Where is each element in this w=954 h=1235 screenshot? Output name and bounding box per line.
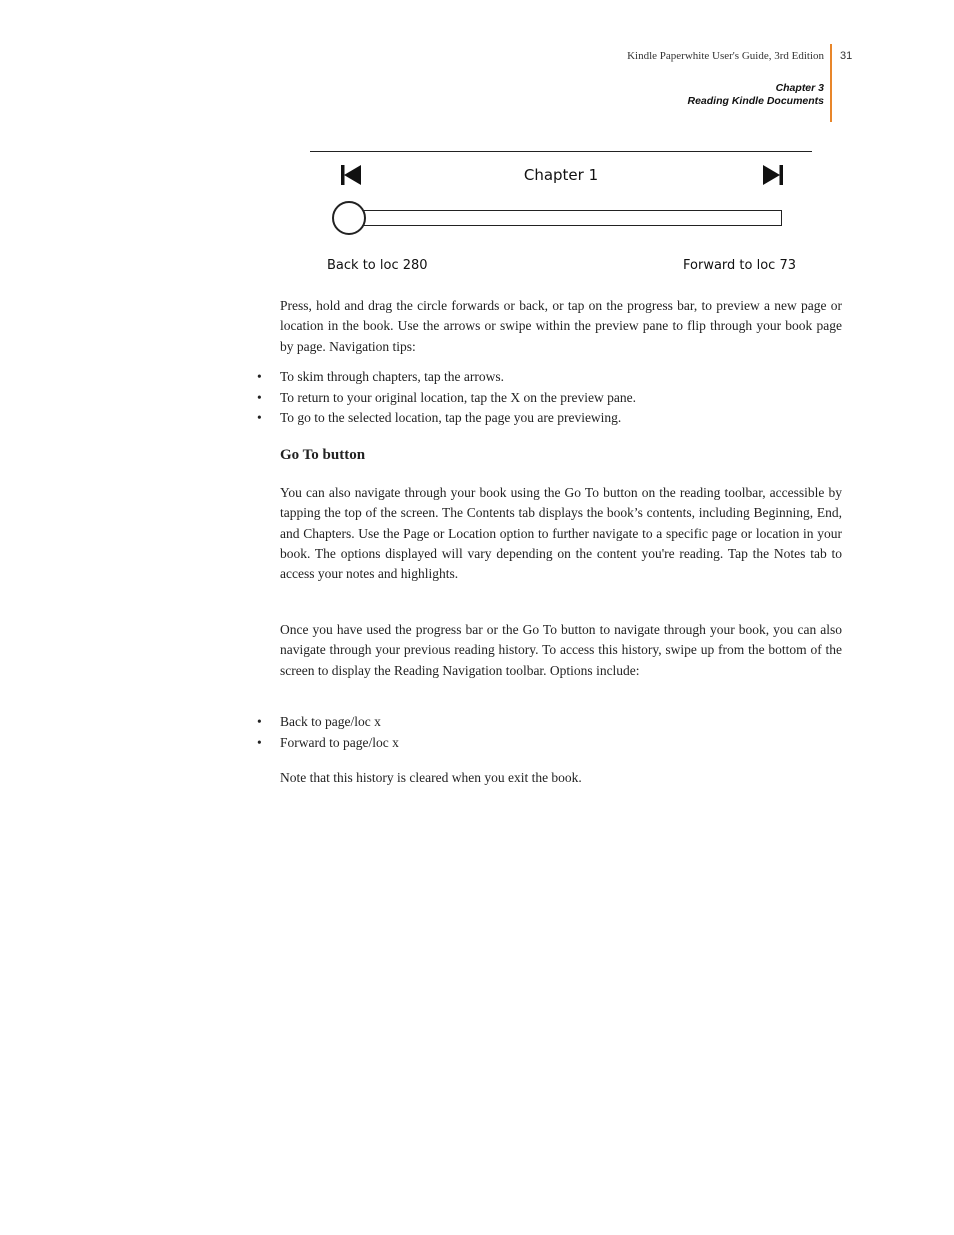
- chapter-title: Chapter 1: [523, 166, 599, 184]
- back-label[interactable]: Back to loc 280: [327, 258, 428, 273]
- option-text: Forward to page/loc x: [280, 734, 399, 750]
- bullet-icon: •: [257, 714, 262, 729]
- skip-forward-icon[interactable]: [762, 164, 784, 191]
- bullet-icon: •: [257, 389, 262, 405]
- goto-paragraph: You can also navigate through your book using the Go To button on the reading toolbar, accessible by tapping the top of the screen. The Contents tab displays the book’s contents, including Beginning, End, and Chapters. Use the Page or Location option to further navigate to a specific page or location in your book. The options displayed will vary depending on the content you're reading. Tap the Notes tab to access your notes and highlights.: [280, 485, 842, 582]
- list-item: [257, 733, 847, 754]
- list-item: [257, 367, 847, 388]
- history-paragraph: Once you have used the progress bar or the Go To button to navigate through your book, you can also navigate through your previous reading history. To access this history, swipe up from the bottom of the screen to display the Reading Navigation toolbar. Options include:: [280, 622, 842, 678]
- header-divider: [830, 44, 832, 122]
- progress-bar[interactable]: [350, 210, 782, 226]
- bullet-icon: •: [257, 734, 262, 750]
- section-label: Reading Kindle Documents: [687, 95, 824, 107]
- list-item: [257, 388, 847, 409]
- navigation-figure: [310, 151, 812, 281]
- figure-divider: [310, 151, 812, 152]
- bullet-icon: •: [257, 369, 262, 384]
- note-paragraph: Note that this history is cleared when you exit the book.: [280, 770, 582, 785]
- chapter-label: Chapter 3: [775, 82, 824, 94]
- bullet-icon: •: [257, 410, 262, 425]
- forward-label[interactable]: Forward to loc 73: [683, 258, 796, 273]
- tip-text: To return to your original location, tap the X on the preview pane.: [280, 389, 636, 405]
- tip-text: To skim through chapters, tap the arrows.: [280, 369, 505, 384]
- list-item: [257, 408, 847, 429]
- tips-list: [257, 367, 847, 429]
- options-list: [257, 712, 847, 753]
- page-number: 31: [840, 50, 853, 62]
- guide-title: Kindle Paperwhite User's Guide, 3rd Edition: [627, 50, 824, 62]
- intro-paragraph: Press, hold and drag the circle forwards or back, or tap on the progress bar, to preview a new page or location in the book. Use the arrows or swipe within the preview pane to flip through your book page by page. Navigation tips:: [280, 298, 842, 354]
- list-item: [257, 712, 847, 733]
- tip-text: To go to the selected location, tap the page you are previewing.: [280, 410, 622, 425]
- progress-handle[interactable]: [332, 201, 366, 235]
- section-heading: Go To button: [280, 447, 366, 463]
- option-text: Back to page/loc x: [280, 714, 381, 729]
